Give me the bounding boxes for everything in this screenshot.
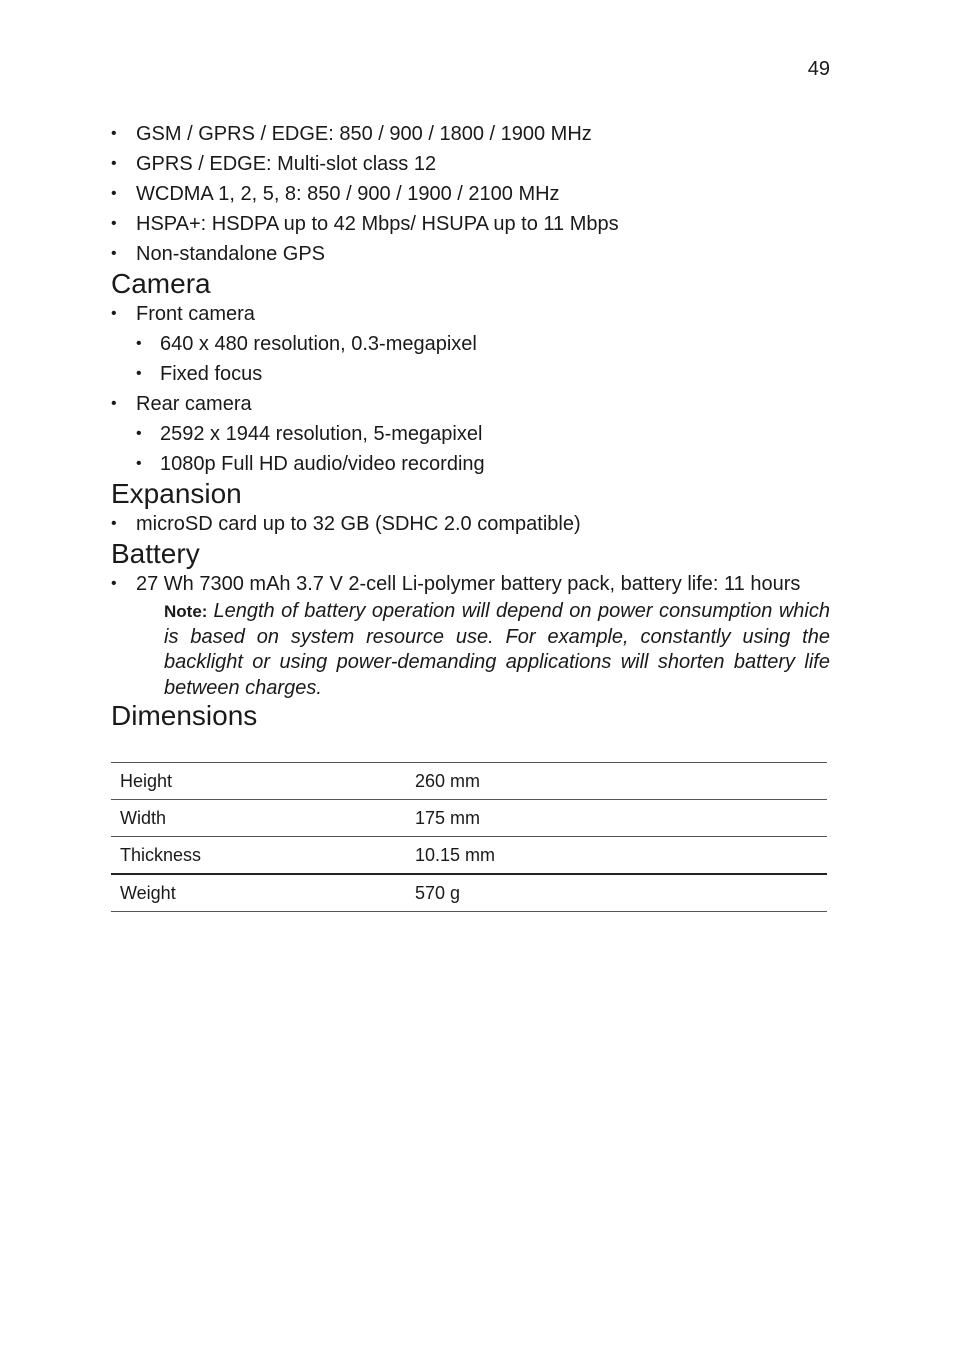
note-text: Length of battery operation will depend on power consumption which is based on system resource use. For example, constantly using the backlight or using power-demanding applications will shorten battery life between charges.: [164, 600, 830, 699]
list-item-label: Rear camera: [136, 393, 252, 415]
list-item: • 1080p Full HD audio/video recording: [136, 449, 831, 479]
network-list: [111, 119, 831, 269]
battery-note: [164, 599, 830, 701]
table-row: [111, 800, 827, 837]
list-item: • Fixed focus: [136, 359, 831, 389]
list-item: • HSPA+: HSDPA up to 42 Mbps/ HSUPA up to 11 Mbps: [111, 209, 831, 239]
list-item-label: Front camera: [136, 303, 255, 325]
table-row: [111, 874, 827, 912]
section-heading-expansion: Expansion: [111, 478, 242, 509]
battery-list: [111, 569, 831, 599]
camera-list: [111, 299, 831, 479]
list-item-rear-camera: [111, 389, 831, 479]
dimensions-table: [111, 762, 827, 912]
page-number: 49: [807, 58, 830, 80]
table-cell-label: Width: [111, 800, 406, 837]
section-heading-camera: Camera: [111, 268, 211, 299]
table-cell-label: Weight: [111, 874, 406, 912]
table-cell-value: 570 g: [406, 874, 827, 912]
expansion-list: [111, 509, 831, 539]
table-cell-value: 260 mm: [406, 763, 827, 800]
list-item: • Non-standalone GPS: [111, 239, 831, 269]
note-label: Note:: [164, 602, 208, 621]
list-item: • 640 x 480 resolution, 0.3-megapixel: [136, 329, 831, 359]
list-item: • 2592 x 1944 resolution, 5-megapixel: [136, 419, 831, 449]
front-camera-sublist: [136, 329, 831, 389]
table-cell-label: Thickness: [111, 837, 406, 875]
table-cell-value: 10.15 mm: [406, 837, 827, 875]
table-row: [111, 763, 827, 800]
list-item: • 27 Wh 7300 mAh 3.7 V 2-cell Li-polymer battery pack, battery life: 11 hours: [111, 569, 831, 599]
section-heading-battery: Battery: [111, 538, 200, 569]
table-row: [111, 837, 827, 875]
table-cell-label: Height: [111, 763, 406, 800]
rear-camera-sublist: [136, 419, 831, 479]
list-item: • WCDMA 1, 2, 5, 8: 850 / 900 / 1900 / 2100 MHz: [111, 179, 831, 209]
list-item: • microSD card up to 32 GB (SDHC 2.0 compatible): [111, 509, 831, 539]
list-item-front-camera: [111, 299, 831, 389]
list-item: • GSM / GPRS / EDGE: 850 / 900 / 1800 / 1900 MHz: [111, 119, 831, 149]
section-heading-dimensions: Dimensions: [111, 700, 258, 731]
page-content: [111, 119, 831, 912]
table-cell-value: 175 mm: [406, 800, 827, 837]
list-item: • GPRS / EDGE: Multi-slot class 12: [111, 149, 831, 179]
